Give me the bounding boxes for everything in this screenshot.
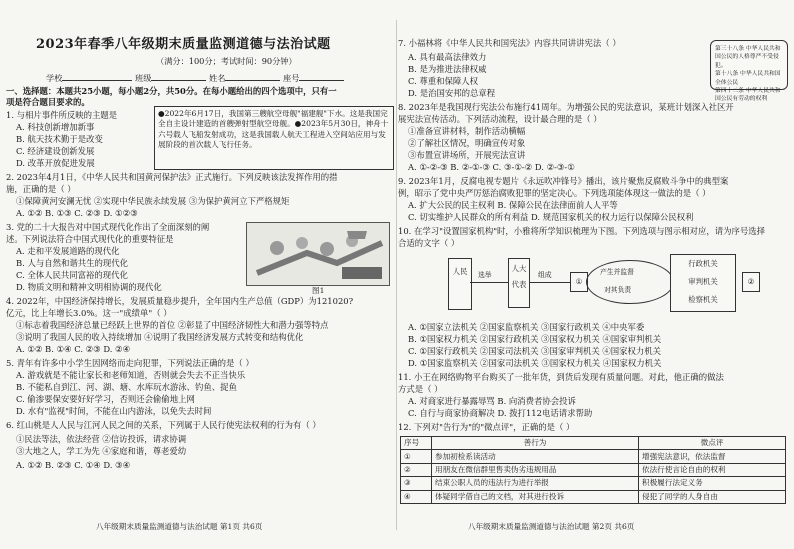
page-footer-1: 八年级期末质量监测道德与法治试题 第1页 共6页 (96, 522, 263, 531)
diagram-people: 人民 (448, 258, 472, 310)
option-1a: A. 科技创新增加新事 (16, 122, 95, 132)
table-row (401, 450, 786, 463)
question-11-options-ab: A. 对商家进行暴露辱骂 B. 向消费者协会投诉 (408, 396, 576, 406)
diagram-procuratorial: 检察机关 (688, 295, 718, 304)
question-8-step-1: ①准备宣讲材料，制作活动横幅 (408, 126, 526, 136)
table-row (401, 477, 786, 490)
table-cell: 体疑同学借自己的文档，对其进行投诉 (432, 490, 639, 503)
state-organ-diagram (398, 250, 790, 320)
table-cell: 依法行使言论自由的权利 (639, 463, 786, 476)
question-2-options: A. ①② B. ①③ C. ②③ D. ①②③ (16, 208, 138, 218)
question-3: 3. 党的二十大报告对中国式现代化作出了全面深刻的阐 (6, 222, 210, 232)
option-3a: A. 走和平发展道路的现代化 (16, 246, 120, 256)
table-cell: 积极履行法定义务 (639, 477, 786, 490)
diagram-arrow-1 (470, 282, 508, 283)
question-12: 12. 下列对"告行为"的"微点评"，正确的是（ ） (398, 422, 575, 432)
question-4-items-a: ①标志着我国经济总量已经跃上世界的首位 ②彰显了中国经济韧性大和潜力强等特点 (16, 320, 329, 330)
table-header-cell: 序号 (401, 437, 432, 450)
name-label: 姓名 (209, 73, 226, 83)
constitution-article-1: 第三十八条 中华人民共和国公民的人格尊严不受侵犯。 (715, 46, 781, 69)
question-11-options-cd: C. 自行与商家协商解决 D. 拨打112电话请求帮助 (408, 408, 593, 418)
option-7b: B. 是为推进法律权威 (408, 64, 487, 74)
student-info (46, 73, 344, 84)
question-2-cont: 施，正确的是（ ） (6, 184, 76, 194)
option-10b: B. ①国家权力机关 ②国家行政机关 ③国家权力机关 ④国家审判机关 (408, 334, 662, 344)
diagram-arrow-2 (530, 282, 570, 283)
diagram-relation-ellipse (586, 260, 674, 304)
table-cell: ③ (401, 477, 432, 490)
option-10a: A. ①国家立法机关 ②国家监察机关 ③国家行政机关 ④中央军委 (408, 322, 645, 332)
constitution-excerpt-box (710, 40, 788, 103)
table-cell: 参加初检系读活动 (432, 450, 639, 463)
option-3b: B. 人与自然和谐共生的现代化 (16, 258, 128, 268)
constitution-article-2: 第十八条 中华人民共和国全体公民 (715, 71, 781, 86)
page-one (6, 0, 398, 549)
question-10: 10. 在学习"设置国家机构"时，小雅将所学知识梳理为下图。下列选项与图示相对应，请为序号选择 (398, 226, 766, 236)
question-8-options: A. ①-②-③ B. ②-①-③ C. ③-①-② D. ②-③-① (408, 162, 575, 172)
table-cell: ④ (401, 490, 432, 503)
question-2-items: ①保障黄河安澜无忧 ②实现中华民族永续发展 ③为保护黄河立下严格规矩 (16, 196, 290, 206)
option-3c: C. 全体人民共同富裕的现代化 (16, 270, 128, 280)
page-footer-2: 八年级期末质量监测道德与法治试题 第2页 共6页 (468, 522, 635, 531)
section-instruction: 一、选择题：本题共25小题，每小题2分，共50分。在每小题给出的四个选项中，只有一 (6, 86, 337, 96)
question-6-items-a: ①民法等法，依法经营 ②信访投诉，请求协调 (16, 434, 187, 444)
option-1b: B. 航天技术勤于是改变 (16, 134, 103, 144)
table-cell: ② (401, 463, 432, 476)
option-7a: A. 具有最高法律效力 (408, 52, 487, 62)
question-3-cont: 述。下列说法符合中国式现代化的重要特征是 (6, 234, 174, 244)
option-5b: B. 不能私自到江、河、湖、塘、水库玩水游泳、钓鱼、捉鱼 (16, 382, 237, 392)
figure-1-caption: 图1 (312, 286, 325, 295)
question-6-items-b: ③大地之人，学工为先 ④家庭和谐，尊老爱幼 (16, 446, 187, 456)
option-3d: D. 物质文明和精神文明相协调的现代化 (16, 282, 162, 292)
question-4: 4. 2022年，中国经济保持增长，发展质量稳步提升，全年国内生产总值（GDP）为121020? (6, 296, 354, 306)
table-cell: 侵犯了同学的人身自由 (639, 490, 786, 503)
seat-label: 座号 (283, 73, 300, 83)
figure-1-svg (247, 223, 389, 285)
page-divider (396, 20, 397, 530)
option-7c: C. 尊重和保障人权 (408, 76, 479, 86)
option-10d: D. ①国家监察机关 ②国家司法机关 ③国家权力机关 ④国家权力机关 (408, 358, 662, 368)
table-cell: 用朋友在微信群里售卖伪劣违规用品 (432, 463, 639, 476)
diagram-slot-1: ① (570, 272, 588, 292)
question-11-cont: 方式是（ ） (398, 384, 443, 394)
question-8-cont: 展宪法宣传活动。下列活动流程，设计最合理的是（ ） (398, 114, 602, 124)
news-box: ●2022年6月17日，我国第三艘航空母舰"福建舰"下水。这是我国完全自主设计建造的首艘弹射型航空母舰。●2023年5月30日，神舟十六号载人飞船发射成功，这是我国载人航天工程进入空间站应用与发展阶段的首次载人飞行任务。 (154, 106, 394, 170)
question-9-cont: 例，昭示了党中央严厉惩治腐败犯罪的坚定决心。下列选项能体现这一做法的是（ ） (398, 188, 711, 198)
table-header-row (401, 437, 786, 450)
school-label: 学校 (46, 73, 63, 83)
section-instruction-2: 项是符合题目要求的。 (6, 97, 90, 107)
table-header-cell: 微点评 (639, 437, 786, 450)
question-4-cont: 亿元，比上年增长3.0%。这一"成绩单"（ ） (6, 308, 172, 318)
diagram-organs-box (670, 254, 736, 312)
question-10-cont: 合适的文字（ ） (398, 238, 460, 248)
question-8-step-3: ③布置宣讲场所，开展宪法宣讲 (408, 150, 526, 160)
diagram-deputies: 人大代表 (508, 258, 530, 308)
table-header-cell: 善行为 (432, 437, 639, 450)
question-8: 8. 2023年是我国现行宪法公布施行41周年。为增强公民的宪法意识，某班计划深入社区开 (398, 102, 734, 112)
figure-1-illustration (246, 222, 390, 286)
question-8-step-2: ②了解社区情况，明确宣传对象 (408, 138, 526, 148)
question-4-options: A. ①② B. ①④ C. ②③ D. ②④ (16, 344, 131, 354)
diagram-responsible-label: 对其负责 (604, 286, 632, 294)
option-5c: C. 偷渗要保安要好好学习，否则还会偷偷地上网 (16, 394, 195, 404)
diagram-judicial: 审判机关 (688, 277, 718, 286)
page-two (398, 0, 790, 549)
exam-subtitle: （满分：100分；考试时间：90分钟） (156, 56, 297, 66)
table-cell: 增强宪法意识，依法监督 (639, 450, 786, 463)
diagram-executive: 行政机关 (688, 259, 718, 268)
option-5d: D. 水有"监视"时间，不能在山内游泳，以免失去时间 (16, 406, 212, 416)
option-7d: D. 是治国安邦的总章程 (408, 88, 496, 98)
table-cell: 结束公职人员的违法行为进行举报 (432, 477, 639, 490)
question-7: 7. 小福林将《中华人民共和国宪法》内容共同讲讲宪法（ ） (398, 38, 621, 48)
question-2: 2. 2023年4月1日，《中华人民共和国黄河保护法》正式施行。下列反映该法发挥作用的措 (6, 172, 338, 182)
question-12-table (400, 436, 786, 504)
table-row (401, 463, 786, 476)
question-11: 11. 小王在网络购物平台购买了一批年货，到货后发现有质量问题。对此，他正确的做法 (398, 372, 724, 382)
constitution-article-3: 第四十二条 中华人民共和国公民有劳动的权利 (715, 87, 781, 103)
grade-label: 班级 (135, 73, 152, 83)
table-row (401, 490, 786, 503)
question-6-options: A. ①② B. ②③ C. ①④ D. ③④ (16, 460, 131, 470)
diagram-form-label: 组成 (538, 271, 552, 279)
option-10c: C. ①国家行政机关 ②国家司法机关 ③国家审判机关 ④国家权力机关 (408, 346, 662, 356)
exam-title: 2023年春季八年级期末质量监测道德与法治试题 (36, 37, 331, 52)
question-6: 6. 红山桃是人人民与江河人民之间的关系，下列属于人民行使宪法权利的行为有（ ） (6, 420, 321, 430)
option-5a: A. 游戏就是不能让家长和老师知道，否则就会失去不正当快乐 (16, 370, 246, 380)
table-cell: ① (401, 450, 432, 463)
question-1: 1. 与相片事件所反映的主题是 (6, 110, 118, 120)
question-9: 9. 2023年1月，反腐电视专题片《永远吹冲锋号》播出，该片聚焦反腐败斗争中的典型案 (398, 176, 729, 186)
diagram-produce-label: 产生并监督 (600, 268, 634, 276)
question-4-items-b: ③说明了我国人民的收入持续增加 ④说明了我国经济发展方式转变和结构优化 (16, 332, 304, 342)
question-9-options-ab: A. 扩大公民的民主权利 B. 保障公民在法律面前人人平等 (408, 200, 618, 210)
option-1d: D. 改革开放促进发展 (16, 158, 95, 168)
diagram-slot-2: ② (742, 272, 760, 292)
option-1c: C. 经济建设创新发展 (16, 146, 95, 156)
question-5: 5. 青年有许多中小学生因网络而走向犯罪，下列说法正确的是（ ） (6, 358, 254, 368)
question-9-options-cd: C. 切实维护人民群众的所有利益 D. 规范国家机关的权力运行以保障公民权利 (408, 212, 694, 222)
diagram-elect-label: 选举 (478, 271, 492, 279)
